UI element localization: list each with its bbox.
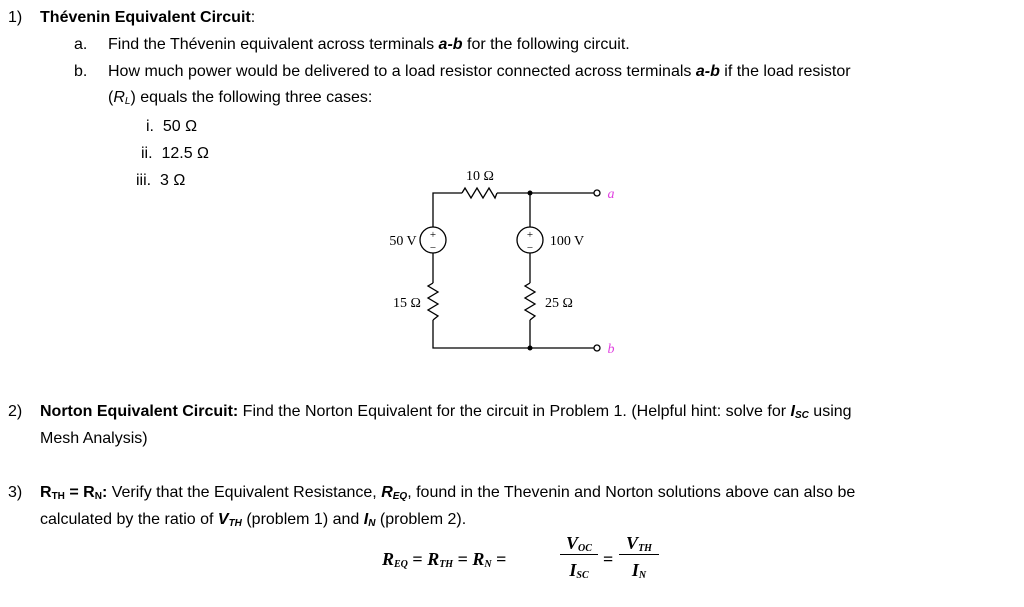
rth-symbol: R	[40, 484, 52, 501]
rn-subscript: N	[94, 491, 102, 502]
resistor-10-icon	[462, 188, 497, 198]
resistor-25-icon	[525, 283, 535, 320]
text: if the load resistor	[719, 63, 851, 80]
node-dot	[528, 191, 533, 196]
eq-req-sub: EQ	[394, 559, 408, 570]
problem-3	[8, 484, 856, 502]
text: , found in the Thevenin and Norton solutions above can also be	[407, 484, 856, 501]
terminal-a-label: a	[607, 187, 615, 202]
problem-2	[8, 403, 852, 421]
plus-sign: +	[526, 229, 534, 241]
frac2-den-sub: N	[638, 570, 647, 581]
terminal-ref: a-b	[438, 36, 463, 53]
problem-title: Norton Equivalent Circuit:	[40, 403, 239, 420]
colon: :	[101, 484, 108, 501]
text: ) equals the following three cases:	[130, 89, 373, 106]
text: using	[808, 403, 852, 420]
terminal-ref: a-b	[695, 63, 720, 80]
vth-symbol: V	[217, 511, 229, 528]
eq-rn: R	[472, 549, 485, 569]
frac1-den-sub: SC	[576, 570, 589, 581]
text: (	[108, 89, 114, 106]
label-r-top: 10 Ω	[466, 169, 494, 184]
frac1-num: V	[566, 533, 579, 553]
label-r-right: 25 Ω	[545, 296, 573, 311]
case-value: 50 Ω	[162, 118, 198, 135]
text: for the following circuit.	[462, 36, 630, 53]
problem-number: 3)	[8, 484, 23, 501]
problem-2-line2: Mesh Analysis)	[40, 430, 148, 447]
wire-bottom	[433, 320, 594, 348]
rn-symbol: R	[83, 484, 95, 501]
frac1-num-sub: OC	[578, 543, 592, 554]
text: How much power would be delivered to a load resistor connected across terminals	[108, 63, 696, 80]
wire-left-top	[433, 193, 462, 227]
equals: =	[64, 484, 84, 501]
problem-3-line2	[40, 511, 466, 529]
case-label: iii.	[136, 172, 152, 189]
terminal-b-label: b	[607, 342, 615, 357]
minus-sign: −	[429, 242, 437, 254]
minus-sign: −	[526, 242, 534, 254]
eq-rth: R	[427, 549, 440, 569]
isc-subscript: SC	[794, 410, 809, 421]
rl-symbol: R	[113, 89, 125, 106]
label-v-left: 50 V	[389, 234, 417, 249]
frac2-den: I	[631, 560, 639, 580]
eq-equals: =	[457, 549, 468, 569]
eq-equals: =	[412, 549, 423, 569]
rl-subscript: L	[124, 96, 131, 107]
text: Find the Norton Equivalent for the circuit in Problem 1. (Helpful hint: solve for	[238, 403, 791, 420]
frac2-num-sub: TH	[638, 543, 652, 554]
node-dot	[528, 346, 533, 351]
req-subscript: EQ	[392, 491, 408, 502]
case-label: ii.	[141, 145, 153, 162]
label-r-left: 15 Ω	[393, 296, 421, 311]
frac2-num: V	[626, 533, 639, 553]
vth-subscript: TH	[228, 518, 242, 529]
req-symbol: R	[381, 484, 393, 501]
frac1-den: I	[569, 560, 577, 580]
terminal-b-icon	[594, 345, 600, 351]
item-label: a.	[74, 36, 88, 53]
label-v-right: 100 V	[549, 234, 585, 249]
isc-symbol: I	[790, 403, 795, 420]
case-value: 12.5 Ω	[161, 145, 209, 162]
case-label: i.	[146, 118, 154, 135]
plus-sign: +	[429, 229, 437, 241]
text: Find the Thévenin equivalent across terminals	[108, 36, 439, 53]
in-subscript: N	[368, 518, 376, 529]
eq-rth-sub: TH	[439, 559, 454, 570]
in-symbol: I	[363, 511, 369, 528]
eq-rn-sub: N	[484, 559, 492, 570]
eq-equals: =	[603, 549, 614, 569]
problem-1-heading: 1) Thévenin Equivalent Circuit:	[8, 9, 256, 26]
problem-number: 2)	[8, 403, 23, 420]
item-label: b.	[74, 63, 88, 80]
rth-subscript: TH	[51, 491, 65, 502]
problem-title: Thévenin Equivalent Circuit	[40, 9, 251, 26]
resistor-15-icon	[428, 283, 438, 320]
text: (problem 2).	[375, 511, 467, 528]
case-value: 3 Ω	[160, 172, 186, 189]
problem-number: 1)	[8, 9, 23, 26]
eq-req: R	[382, 549, 395, 569]
text: Verify that the Equivalent Resistance,	[107, 484, 382, 501]
terminal-a-icon	[594, 190, 600, 196]
text: (problem 1) and	[241, 511, 364, 528]
text: calculated by the ratio of	[40, 511, 218, 528]
eq-equals: =	[496, 549, 507, 569]
